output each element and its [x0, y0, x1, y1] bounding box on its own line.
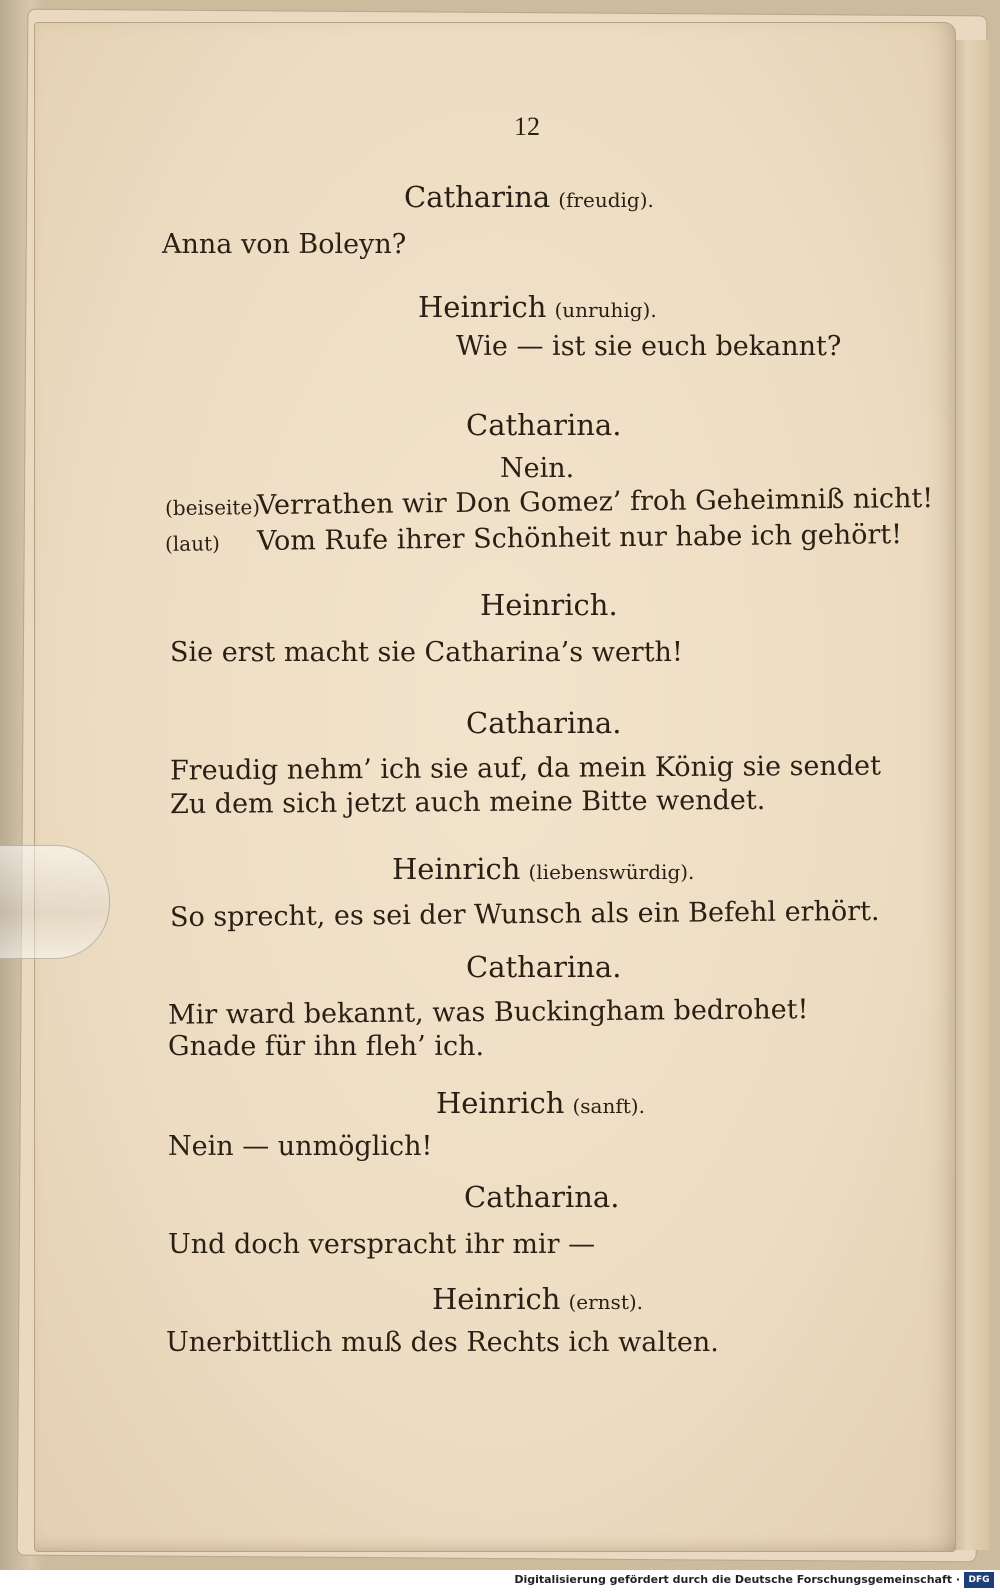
stage-direction: (sanft).: [572, 1094, 645, 1118]
speaker-heading: [404, 180, 654, 217]
stage-direction: (unruhig).: [554, 298, 657, 322]
dialogue-line: Wie — ist sie euch bekannt?: [456, 331, 842, 362]
speaker-heading: Catharina.: [466, 706, 622, 740]
footer-credit: Digitalisierung gefördert durch die Deutsche Forschungsgemeinschaft ·: [514, 1573, 960, 1586]
speaker-heading: Catharina.: [466, 408, 622, 442]
aside-text: Verrathen wir Don Gomez’ froh Geheimniß nicht!: [256, 482, 934, 522]
dialogue-line: Mir ward bekannt, was Buckingham bedrohet!: [167, 994, 809, 1031]
dialogue-line: Anna von Boleyn?: [162, 229, 407, 260]
speaker-heading: [392, 852, 694, 889]
dialogue-line: Zu dem sich jetzt auch meine Bitte wendet.: [169, 784, 766, 821]
aside-text: Vom Rufe ihrer Schönheit nur habe ich gehört!: [256, 519, 903, 557]
page-number: 12: [514, 112, 540, 141]
dialogue-line: Unerbittlich muß des Rechts ich walten.: [166, 1327, 719, 1358]
speaker-name: Heinrich: [436, 1086, 565, 1120]
speaker-name: Heinrich: [418, 290, 547, 324]
dialogue-line: Gnade für ihn fleh’ ich.: [168, 1031, 485, 1062]
aside-direction: (beiseite): [164, 495, 261, 521]
stage-direction: (liebenswürdig).: [528, 860, 695, 884]
dialogue-line-aside: [165, 518, 902, 561]
digitization-footer: [0, 1570, 1000, 1592]
dialogue-line: Und doch verspracht ihr mir —: [168, 1229, 596, 1260]
speaker-heading: [418, 290, 657, 327]
dialogue-line: Nein.: [500, 453, 575, 484]
aside-direction: (laut): [164, 531, 220, 556]
dialogue-line: So sprecht, es sei der Wunsch als ein Befehl erhört.: [169, 895, 880, 934]
speaker-heading: [432, 1282, 643, 1319]
speaker-name: Heinrich: [392, 852, 521, 886]
speaker-heading: Heinrich.: [480, 588, 618, 622]
stage-direction: (freudig).: [558, 188, 654, 212]
speaker-heading: Catharina.: [466, 950, 622, 984]
speaker-name: Catharina: [404, 180, 551, 214]
speaker-heading: Catharina.: [464, 1180, 620, 1214]
speaker-heading: [436, 1086, 645, 1123]
dialogue-line: Nein — unmöglich!: [168, 1131, 433, 1162]
speaker-name: Heinrich: [432, 1282, 561, 1316]
stage-direction: (ernst).: [568, 1290, 644, 1314]
dfg-logo: DFG: [964, 1572, 994, 1588]
dialogue-line: Freudig nehm’ ich sie auf, da mein König sie sendet: [169, 750, 882, 787]
dialogue-line: Sie erst macht sie Catharina’s werth!: [170, 637, 683, 668]
